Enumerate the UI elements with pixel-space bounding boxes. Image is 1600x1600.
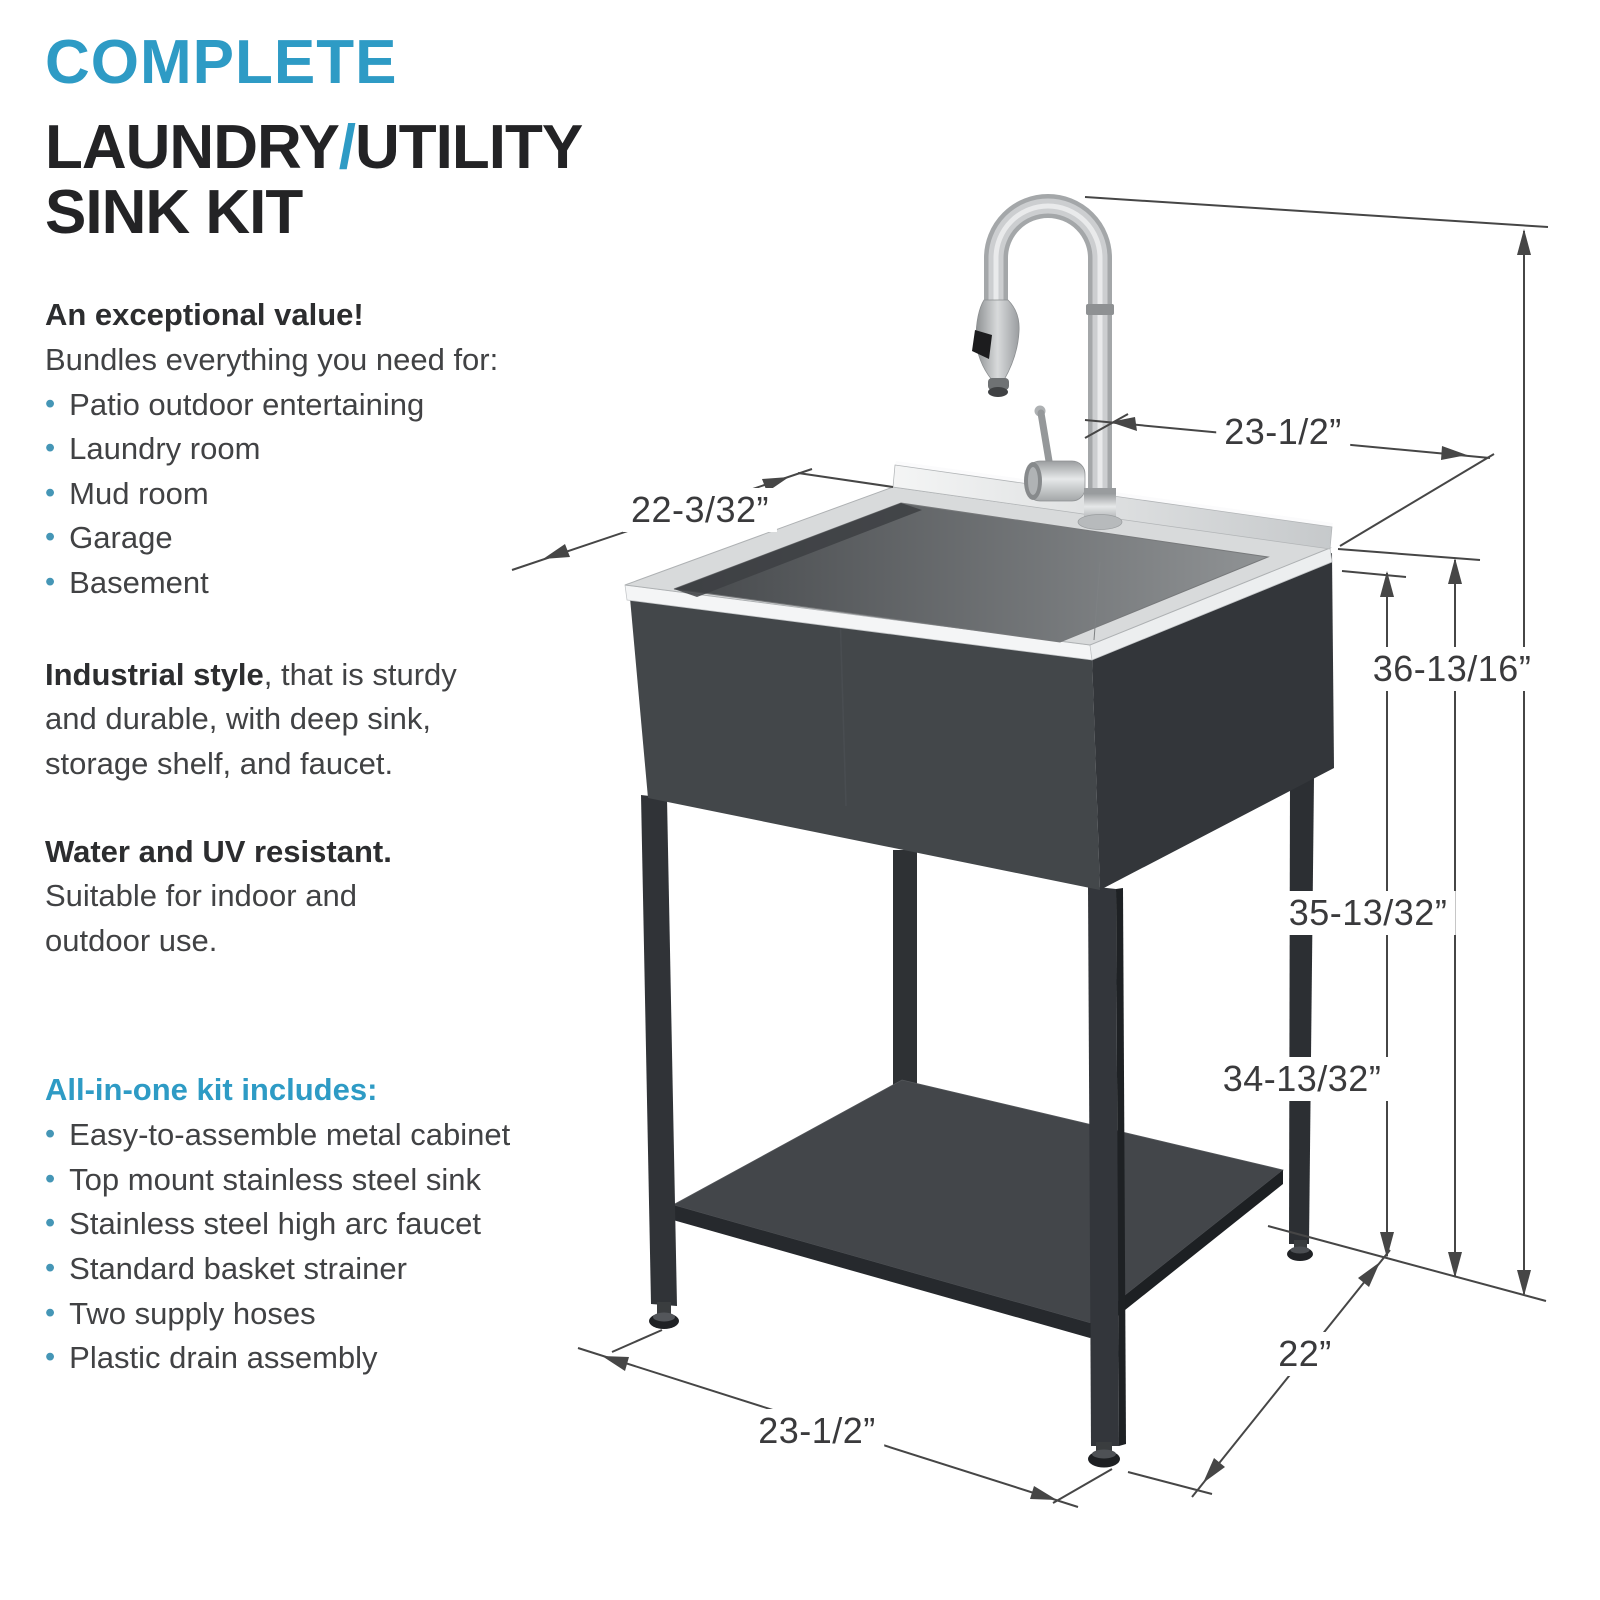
- dimension-height-to-rim: 35-13/32”: [1281, 891, 1456, 935]
- water-heading: Water and UV resistant.: [45, 833, 392, 869]
- bullet-dot-icon: •: [45, 566, 56, 599]
- kit-heading: All-in-one kit includes:: [45, 1072, 378, 1108]
- dimension-base-depth: 22”: [1270, 1332, 1340, 1376]
- dimension-height-to-cabinet: 34-13/32”: [1215, 1057, 1390, 1101]
- list-item: • Easy-to-assemble metal cabinet: [45, 1113, 605, 1158]
- value-intro: Bundles everything you need for:: [45, 341, 499, 377]
- list-item: • Basement: [45, 561, 605, 606]
- bullet-dot-icon: •: [45, 476, 56, 509]
- bullet-dot-icon: •: [45, 1341, 56, 1374]
- dimension-base-width: 23-1/2”: [750, 1409, 884, 1453]
- cabinet-back-right-leg: [1287, 777, 1314, 1261]
- cabinet-front-left-leg: [641, 795, 679, 1329]
- bullet-dot-icon: •: [45, 1296, 56, 1329]
- title-utility-sink-kit: UTILITY SINK KIT: [45, 113, 582, 248]
- storage-shelf: [673, 1080, 1283, 1338]
- title-laundry: LAUNDRY: [45, 113, 339, 183]
- handle-lever: [1041, 413, 1049, 461]
- water-paragraph: Water and UV resistant. Suitable for indoor and outdoor use.: [45, 830, 605, 964]
- bullet-dot-icon: •: [45, 1251, 56, 1284]
- industrial-lead: Industrial style: [45, 656, 264, 692]
- cabinet-front-right-leg: [1088, 886, 1126, 1468]
- industrial-paragraph: Industrial style, that is sturdy and durable, with deep sink, storage shelf, and faucet.: [45, 656, 457, 781]
- list-item: • Garage: [45, 516, 605, 561]
- bullet-dot-icon: •: [45, 1207, 56, 1240]
- page-title-line1: COMPLETE: [45, 28, 398, 97]
- list-item: • Standard basket strainer: [45, 1247, 605, 1292]
- page-title-line2: [45, 113, 605, 248]
- copy-column: [45, 30, 605, 1381]
- bullet-dot-icon: •: [45, 432, 56, 465]
- list-item: • Two supply hoses: [45, 1292, 605, 1337]
- kit-bullet-list: [45, 1113, 605, 1381]
- title-slash: /: [338, 113, 356, 183]
- list-item: • Mud room: [45, 472, 605, 517]
- dimension-sink-depth: 22-3/32”: [623, 488, 777, 532]
- value-heading: An exceptional value!: [45, 297, 364, 333]
- list-item: • Patio outdoor entertaining: [45, 383, 605, 428]
- dimension-top-width: 23-1/2”: [1216, 410, 1350, 454]
- bullet-dot-icon: •: [45, 387, 56, 420]
- value-bullet-list: [45, 383, 605, 606]
- sprayer-clip: [972, 330, 992, 359]
- bullet-dot-icon: •: [45, 1118, 56, 1151]
- list-item: • Laundry room: [45, 427, 605, 472]
- list-item: • Top mount stainless steel sink: [45, 1158, 605, 1203]
- bullet-dot-icon: •: [45, 1162, 56, 1195]
- bullet-dot-icon: •: [45, 521, 56, 554]
- dimension-overall-height: 36-13/16”: [1365, 647, 1540, 691]
- list-item: • Stainless steel high arc faucet: [45, 1202, 605, 1247]
- list-item: • Plastic drain assembly: [45, 1336, 605, 1381]
